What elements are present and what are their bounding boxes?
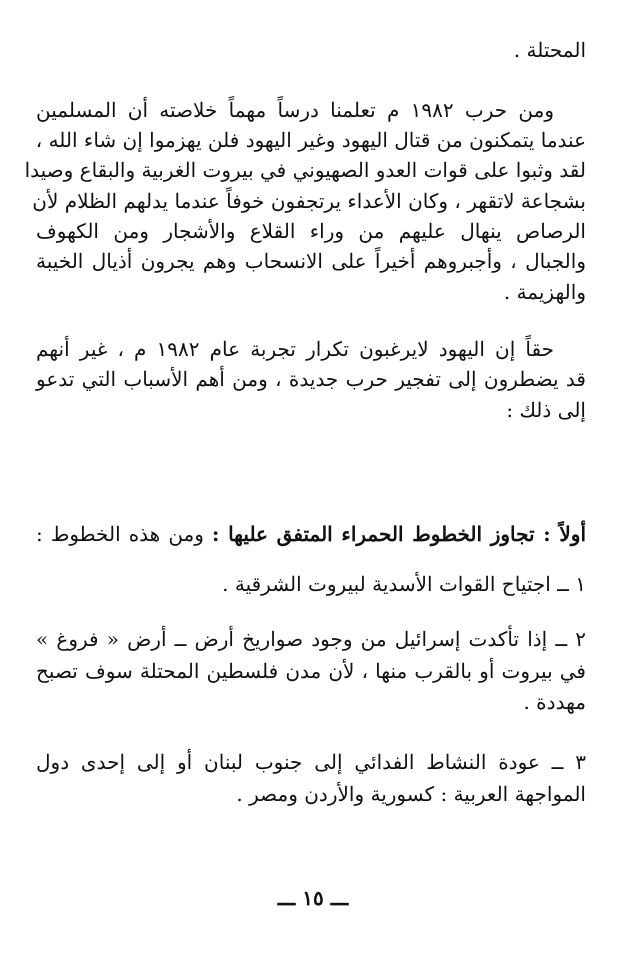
list-item-3-line-1: ٣ ــ عودة النشاط الفدائي إلى جنوب لبنان أو إلى إحدى دول: [36, 750, 586, 774]
text-line-1: المحتلة .: [513, 38, 586, 62]
section-heading: أولاً : تجاوز الخطوط الحمراء المتفق عليها :: [212, 522, 587, 546]
text-line-7: والجبال ، وأجبروهم أخيراً على الانسحاب وهم يجرون أذيال الخيبة: [36, 249, 586, 273]
list-item-2-line-1: ٢ ــ إذا تأكدت إسرائيل من وجود صواريخ أرض ــ أرض « فروغ »: [36, 627, 586, 651]
section-heading-line: [36, 520, 586, 548]
section-heading-continuation: ومن هذه الخطوط :: [36, 522, 213, 546]
text-line-4: لقد وثبوا على قوات العدو الصهيوني في بيروت الغربية والبقاع وصيدا: [24, 158, 586, 182]
text-line-6: الرصاص ينهال عليهم من وراء القلاع والأشجار ومن الكهوف: [36, 219, 586, 243]
list-item-3-line-2: المواجهة العربية : كسورية والأردن ومصر .: [236, 782, 586, 806]
text-line-3: عندما يتمكنون من قتال اليهود وغير اليهود فلن يهزموا إن شاء الله ،: [35, 128, 586, 152]
text-line-5: بشجاعة لاتقهر ، وكان الأعداء يرتجفون خوفاً عندما يدلهم الظلام لأن: [32, 189, 586, 213]
text-line-10: قد يضطرون إلى تفجير حرب جديدة ، ومن أهم الأسباب التي تدعو: [36, 367, 586, 391]
list-item-1: ١ ــ اجتياح القوات الأسدية لبيروت الشرقية .: [222, 572, 586, 596]
list-item-2-line-2: في بيروت أو بالقرب منها ، لأن مدن فلسطين المحتلة سوف تصبح: [36, 659, 586, 683]
text-line-9: حقاً إن اليهود لايرغبون تكرار تجربة عام ١٩٨٢ م ، غير أنهم: [36, 337, 554, 361]
page-number: ـــ ١٥ ـــ: [277, 886, 349, 910]
text-line-2: ومن حرب ١٩٨٢ م تعلمنا درساً مهماً خلاصته أن المسلمين: [36, 98, 554, 122]
list-item-2-line-3: مهددة .: [523, 690, 586, 714]
text-line-11: إلى ذلك :: [506, 398, 586, 422]
text-line-8: والهزيمة .: [503, 280, 586, 304]
